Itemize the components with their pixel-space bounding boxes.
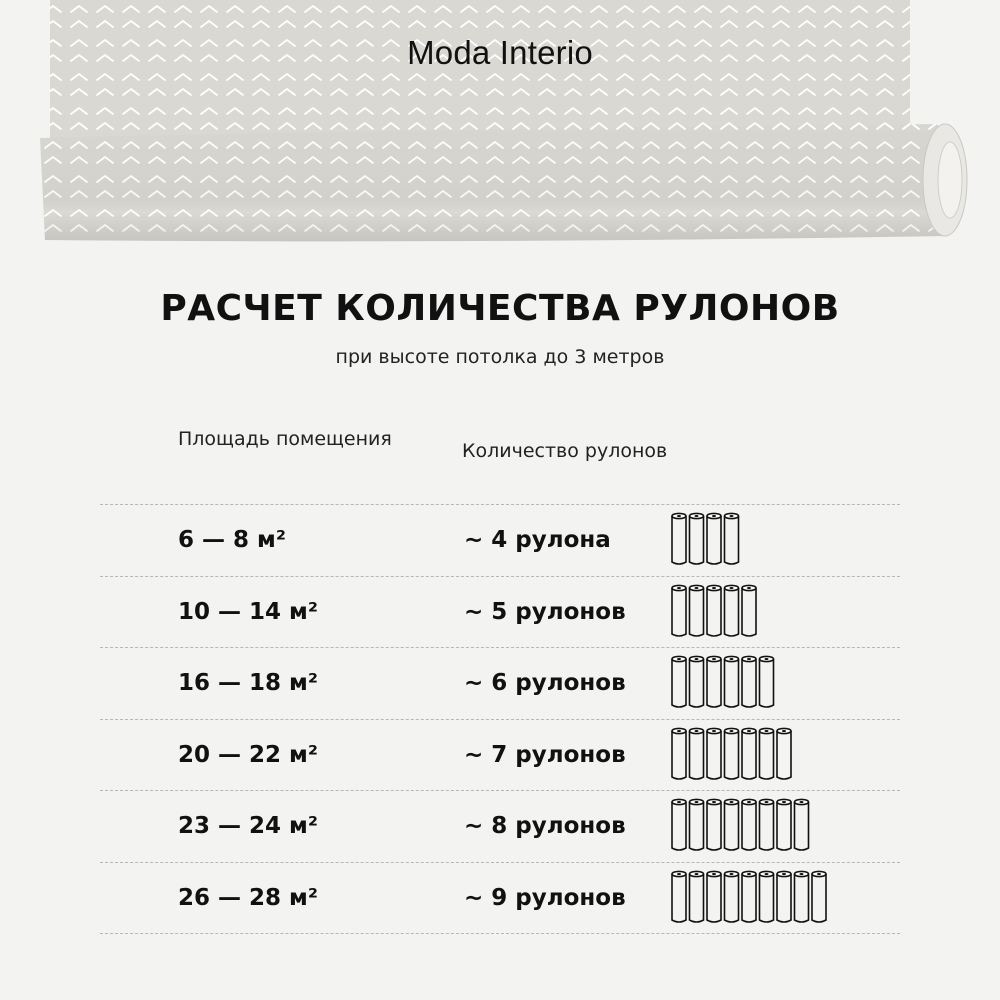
roll-icon bbox=[742, 800, 756, 851]
roll-icon bbox=[672, 657, 686, 708]
table-row bbox=[100, 647, 900, 719]
roll-icon bbox=[725, 728, 739, 779]
roll-icon bbox=[777, 728, 791, 779]
roll-icon bbox=[725, 800, 739, 851]
table-row bbox=[100, 576, 900, 648]
area-value: 6 — 8 м² bbox=[178, 527, 286, 553]
roll-icon bbox=[760, 800, 774, 851]
roll-icon bbox=[690, 585, 704, 636]
roll-icon bbox=[672, 728, 686, 779]
roll-icon bbox=[707, 513, 721, 564]
roll-icon bbox=[725, 513, 739, 564]
roll-icons bbox=[670, 655, 776, 711]
roll-icons bbox=[670, 798, 811, 854]
roll-icon bbox=[672, 585, 686, 636]
roll-icons bbox=[670, 512, 741, 568]
roll-icon bbox=[777, 871, 791, 922]
roll-icon bbox=[725, 871, 739, 922]
roll-icon bbox=[777, 800, 791, 851]
roll-icon bbox=[707, 800, 721, 851]
roll-icon bbox=[742, 728, 756, 779]
roll-calculation-table bbox=[100, 504, 900, 934]
roll-count-value: ~ 4 рулона bbox=[464, 527, 611, 553]
roll-icon bbox=[690, 728, 704, 779]
roll-icon bbox=[672, 513, 686, 564]
roll-icon bbox=[707, 585, 721, 636]
area-value: 23 — 24 м² bbox=[178, 813, 318, 840]
roll-icon bbox=[690, 657, 704, 708]
roll-icon bbox=[742, 871, 756, 922]
roll-icon bbox=[707, 871, 721, 922]
roll-icon bbox=[725, 657, 739, 708]
roll-icon bbox=[707, 728, 721, 779]
roll-icon bbox=[690, 513, 704, 564]
brand-logo: Moda Interio bbox=[407, 34, 593, 71]
roll-icon bbox=[760, 657, 774, 708]
roll-icon bbox=[742, 585, 756, 636]
roll-count-value: ~ 9 рулонов bbox=[464, 884, 626, 911]
roll-icons bbox=[670, 584, 758, 640]
roll-icons bbox=[670, 727, 793, 783]
roll-icon bbox=[707, 657, 721, 708]
roll-icon bbox=[672, 871, 686, 922]
roll-icon bbox=[672, 800, 686, 851]
table-row bbox=[100, 862, 900, 934]
page-title: РАСЧЕТ КОЛИЧЕСТВА РУЛОНОВ bbox=[160, 288, 840, 329]
area-value: 16 — 18 м² bbox=[178, 670, 318, 697]
roll-icon bbox=[690, 871, 704, 922]
table-row bbox=[100, 790, 900, 862]
area-value: 20 — 22 м² bbox=[178, 741, 318, 768]
roll-count-value: ~ 7 рулонов bbox=[464, 741, 626, 768]
page-subtitle: при высоте потолка до 3 метров bbox=[335, 346, 665, 368]
roll-icon bbox=[760, 871, 774, 922]
roll-icons bbox=[670, 870, 828, 926]
roll-icon bbox=[795, 800, 809, 851]
roll-icon bbox=[690, 800, 704, 851]
roll-icon bbox=[725, 585, 739, 636]
roll-count-value: ~ 6 рулонов bbox=[464, 670, 626, 697]
column-header-area: Площадь помещения bbox=[178, 428, 392, 450]
roll-icon bbox=[795, 871, 809, 922]
roll-count-value: ~ 5 рулонов bbox=[464, 598, 626, 625]
column-header-count: Количество рулонов bbox=[462, 440, 668, 462]
roll-icon bbox=[812, 871, 826, 922]
roll-icon bbox=[760, 728, 774, 779]
roll-count-value: ~ 8 рулонов bbox=[464, 813, 626, 840]
table-row bbox=[100, 719, 900, 791]
roll-icon bbox=[742, 657, 756, 708]
area-value: 10 — 14 м² bbox=[178, 598, 318, 625]
table-row bbox=[100, 504, 900, 576]
area-value: 26 — 28 м² bbox=[178, 884, 318, 911]
